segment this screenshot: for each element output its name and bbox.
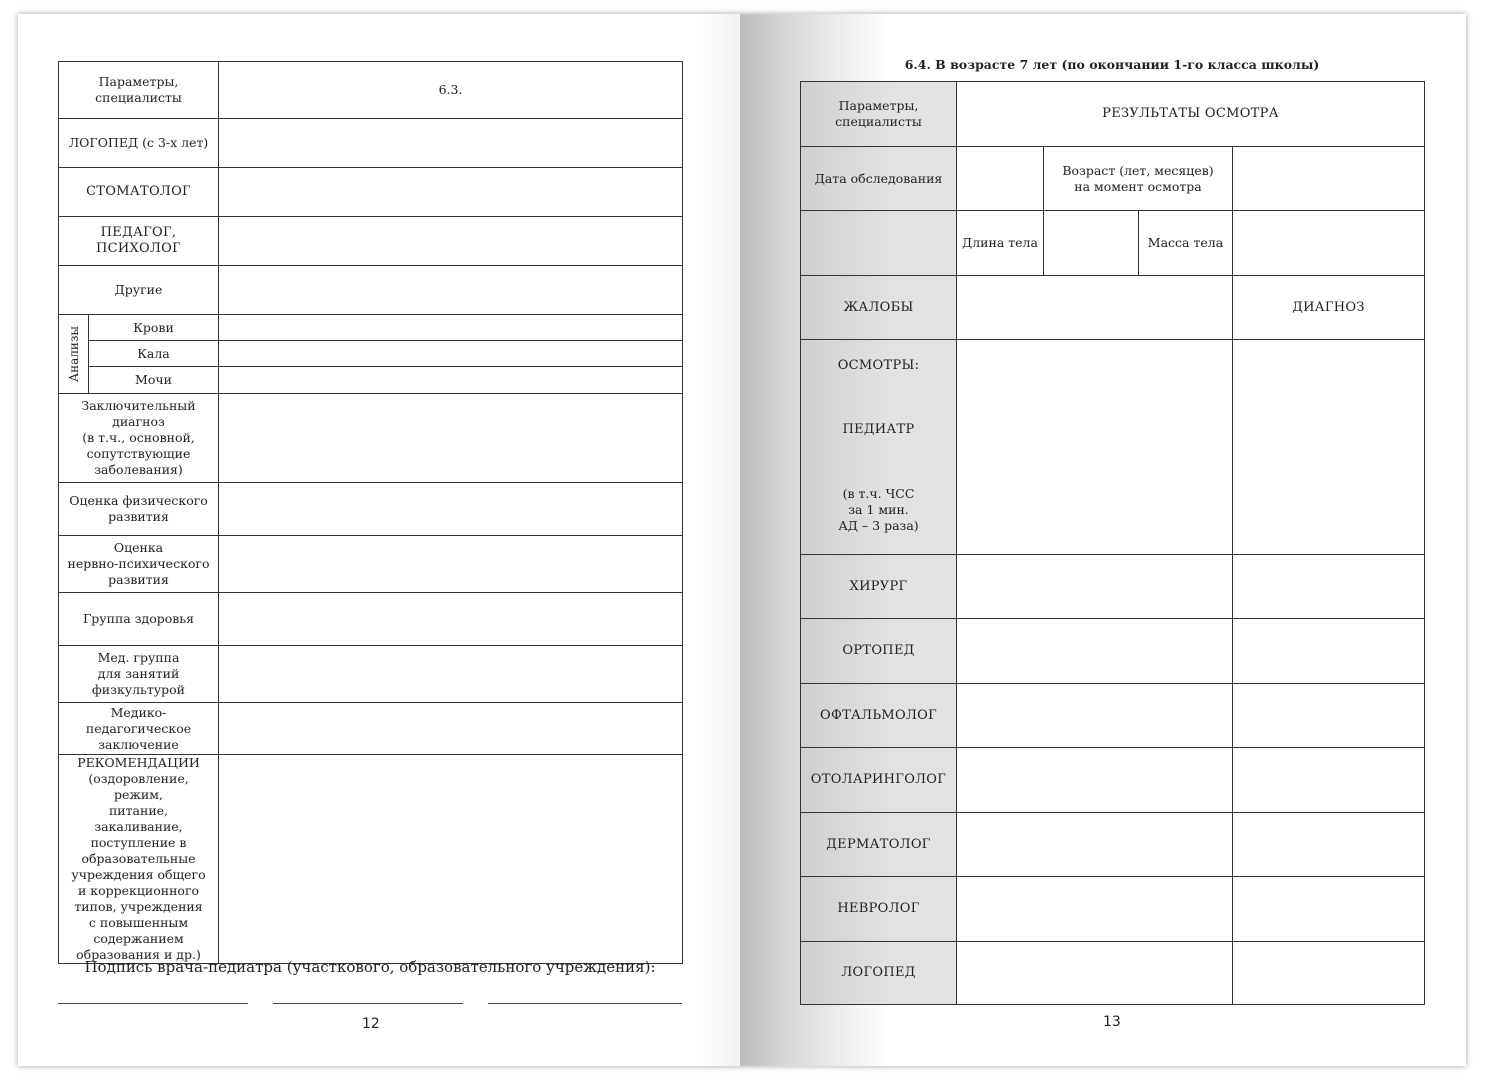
- row-label-other: Другие: [59, 266, 219, 315]
- signature-caption: Подпись врача-педиатра (участкового, образовательного учреждения):: [84, 958, 656, 976]
- age-value-cell[interactable]: [1233, 147, 1425, 211]
- specialist-diagnosis-cell[interactable]: [1233, 813, 1425, 877]
- analysis-label-urine: Мочи: [89, 367, 219, 394]
- param-header: Параметры, специалисты: [801, 82, 957, 147]
- page-number-left: 12: [362, 1016, 380, 1032]
- blank-param-cell: [801, 211, 957, 276]
- row-value-cell[interactable]: [219, 703, 683, 755]
- specialist-results-cell[interactable]: [957, 619, 1233, 684]
- specialist-results-cell[interactable]: [957, 684, 1233, 748]
- pediatr-block: [801, 340, 957, 555]
- length-value-cell[interactable]: [1044, 211, 1139, 276]
- section-title: 6.4. В возрасте 7 лет (по окончании 1-го класса школы): [904, 57, 1320, 72]
- age-label: Возраст (лет, месяцев) на момент осмотра: [1044, 147, 1233, 211]
- row-label-med-ped-conclusion: Медико-педагогическое заключение: [59, 703, 219, 755]
- specialist-label-logoped: ЛОГОПЕД: [801, 942, 957, 1005]
- row-value-cell[interactable]: [219, 394, 683, 483]
- analysis-value-cell[interactable]: [219, 367, 683, 394]
- analysis-value-cell[interactable]: [219, 341, 683, 367]
- diagnosis-label: ДИАГНОЗ: [1233, 276, 1425, 340]
- results-header: РЕЗУЛЬТАТЫ ОСМОТРА: [957, 82, 1425, 147]
- analysis-value-cell[interactable]: [219, 315, 683, 341]
- specialist-results-cell[interactable]: [957, 748, 1233, 813]
- specialist-label-dermatologist: ДЕРМАТОЛОГ: [801, 813, 957, 877]
- row-label-pedagog: ПЕДАГОГ, ПСИХОЛОГ: [59, 217, 219, 266]
- specialist-diagnosis-cell[interactable]: [1233, 942, 1425, 1005]
- param-header: Параметры, специалисты: [59, 62, 219, 119]
- specialist-results-cell[interactable]: [957, 877, 1233, 942]
- section-header: 6.3.: [219, 62, 683, 119]
- row-value-cell[interactable]: [219, 266, 683, 315]
- specialist-diagnosis-cell[interactable]: [1233, 555, 1425, 619]
- date-value-cell[interactable]: [957, 147, 1044, 211]
- row-value-cell[interactable]: [219, 217, 683, 266]
- specialist-diagnosis-cell[interactable]: [1233, 877, 1425, 942]
- row-value-cell[interactable]: [219, 536, 683, 593]
- specialist-results-cell[interactable]: [957, 813, 1233, 877]
- row-value-cell[interactable]: [219, 755, 683, 964]
- mass-label: Масса тела: [1139, 211, 1233, 276]
- row-label-logoped: ЛОГОПЕД (с 3-х лет): [59, 119, 219, 168]
- row-value-cell[interactable]: [219, 168, 683, 217]
- row-label-recommendations: РЕКОМЕНДАЦИИ (оздоровление, режим, питание, закаливание, поступление в образовательные учреждения общего и коррекционного типов, учреждения с повышенным содержанием образования и др.): [59, 755, 219, 964]
- pediatr-note: (в т.ч. ЧСС за 1 мин. АД – 3 раза): [838, 486, 919, 533]
- analysis-label-stool: Кала: [89, 341, 219, 367]
- row-value-cell[interactable]: [219, 119, 683, 168]
- signature-line[interactable]: [58, 1003, 248, 1004]
- analyses-group-label: Анализы: [59, 315, 89, 394]
- specialist-label-ent: ОТОЛАРИНГОЛОГ: [801, 748, 957, 813]
- exams-label: ОСМОТРЫ:: [837, 358, 920, 373]
- complaints-label: ЖАЛОБЫ: [801, 276, 957, 340]
- analysis-label-blood: Крови: [89, 315, 219, 341]
- signature-line[interactable]: [273, 1003, 463, 1004]
- pediatr-label: ПЕДИАТР: [842, 422, 915, 437]
- left-exam-table: [58, 61, 683, 964]
- specialist-diagnosis-cell[interactable]: [1233, 684, 1425, 748]
- row-label-physical-dev: Оценка физического развития: [59, 483, 219, 536]
- specialist-label-surgeon: ХИРУРГ: [801, 555, 957, 619]
- specialist-diagnosis-cell[interactable]: [1233, 619, 1425, 684]
- row-label-med-group: Мед. группа для занятий физкультурой: [59, 646, 219, 703]
- page-number-right: 13: [1103, 1014, 1121, 1030]
- specialist-label-ophthalmologist: ОФТАЛЬМОЛОГ: [801, 684, 957, 748]
- left-gutter-shadow: [700, 14, 740, 1066]
- row-value-cell[interactable]: [219, 593, 683, 646]
- specialist-label-orthopedist: ОРТОПЕД: [801, 619, 957, 684]
- row-value-cell[interactable]: [219, 646, 683, 703]
- row-value-cell[interactable]: [219, 483, 683, 536]
- date-label: Дата обследования: [801, 147, 957, 211]
- right-exam-table: [800, 81, 1425, 1005]
- complaints-value-cell[interactable]: [957, 276, 1233, 340]
- row-label-stomatolog: СТОМАТОЛОГ: [59, 168, 219, 217]
- row-label-health-group: Группа здоровья: [59, 593, 219, 646]
- length-label: Длина тела: [957, 211, 1044, 276]
- specialist-results-cell[interactable]: [957, 942, 1233, 1005]
- signature-line[interactable]: [488, 1003, 682, 1004]
- pediatr-results-cell[interactable]: [957, 340, 1233, 555]
- specialist-label-neurologist: НЕВРОЛОГ: [801, 877, 957, 942]
- specialist-diagnosis-cell[interactable]: [1233, 748, 1425, 813]
- row-label-final-diagnosis: Заключительный диагноз (в т.ч., основной, сопутствующие заболевания): [59, 394, 219, 483]
- pediatr-diagnosis-cell[interactable]: [1233, 340, 1425, 555]
- mass-value-cell[interactable]: [1233, 211, 1425, 276]
- specialist-results-cell[interactable]: [957, 555, 1233, 619]
- row-label-neuro-dev: Оценка нервно-психического развития: [59, 536, 219, 593]
